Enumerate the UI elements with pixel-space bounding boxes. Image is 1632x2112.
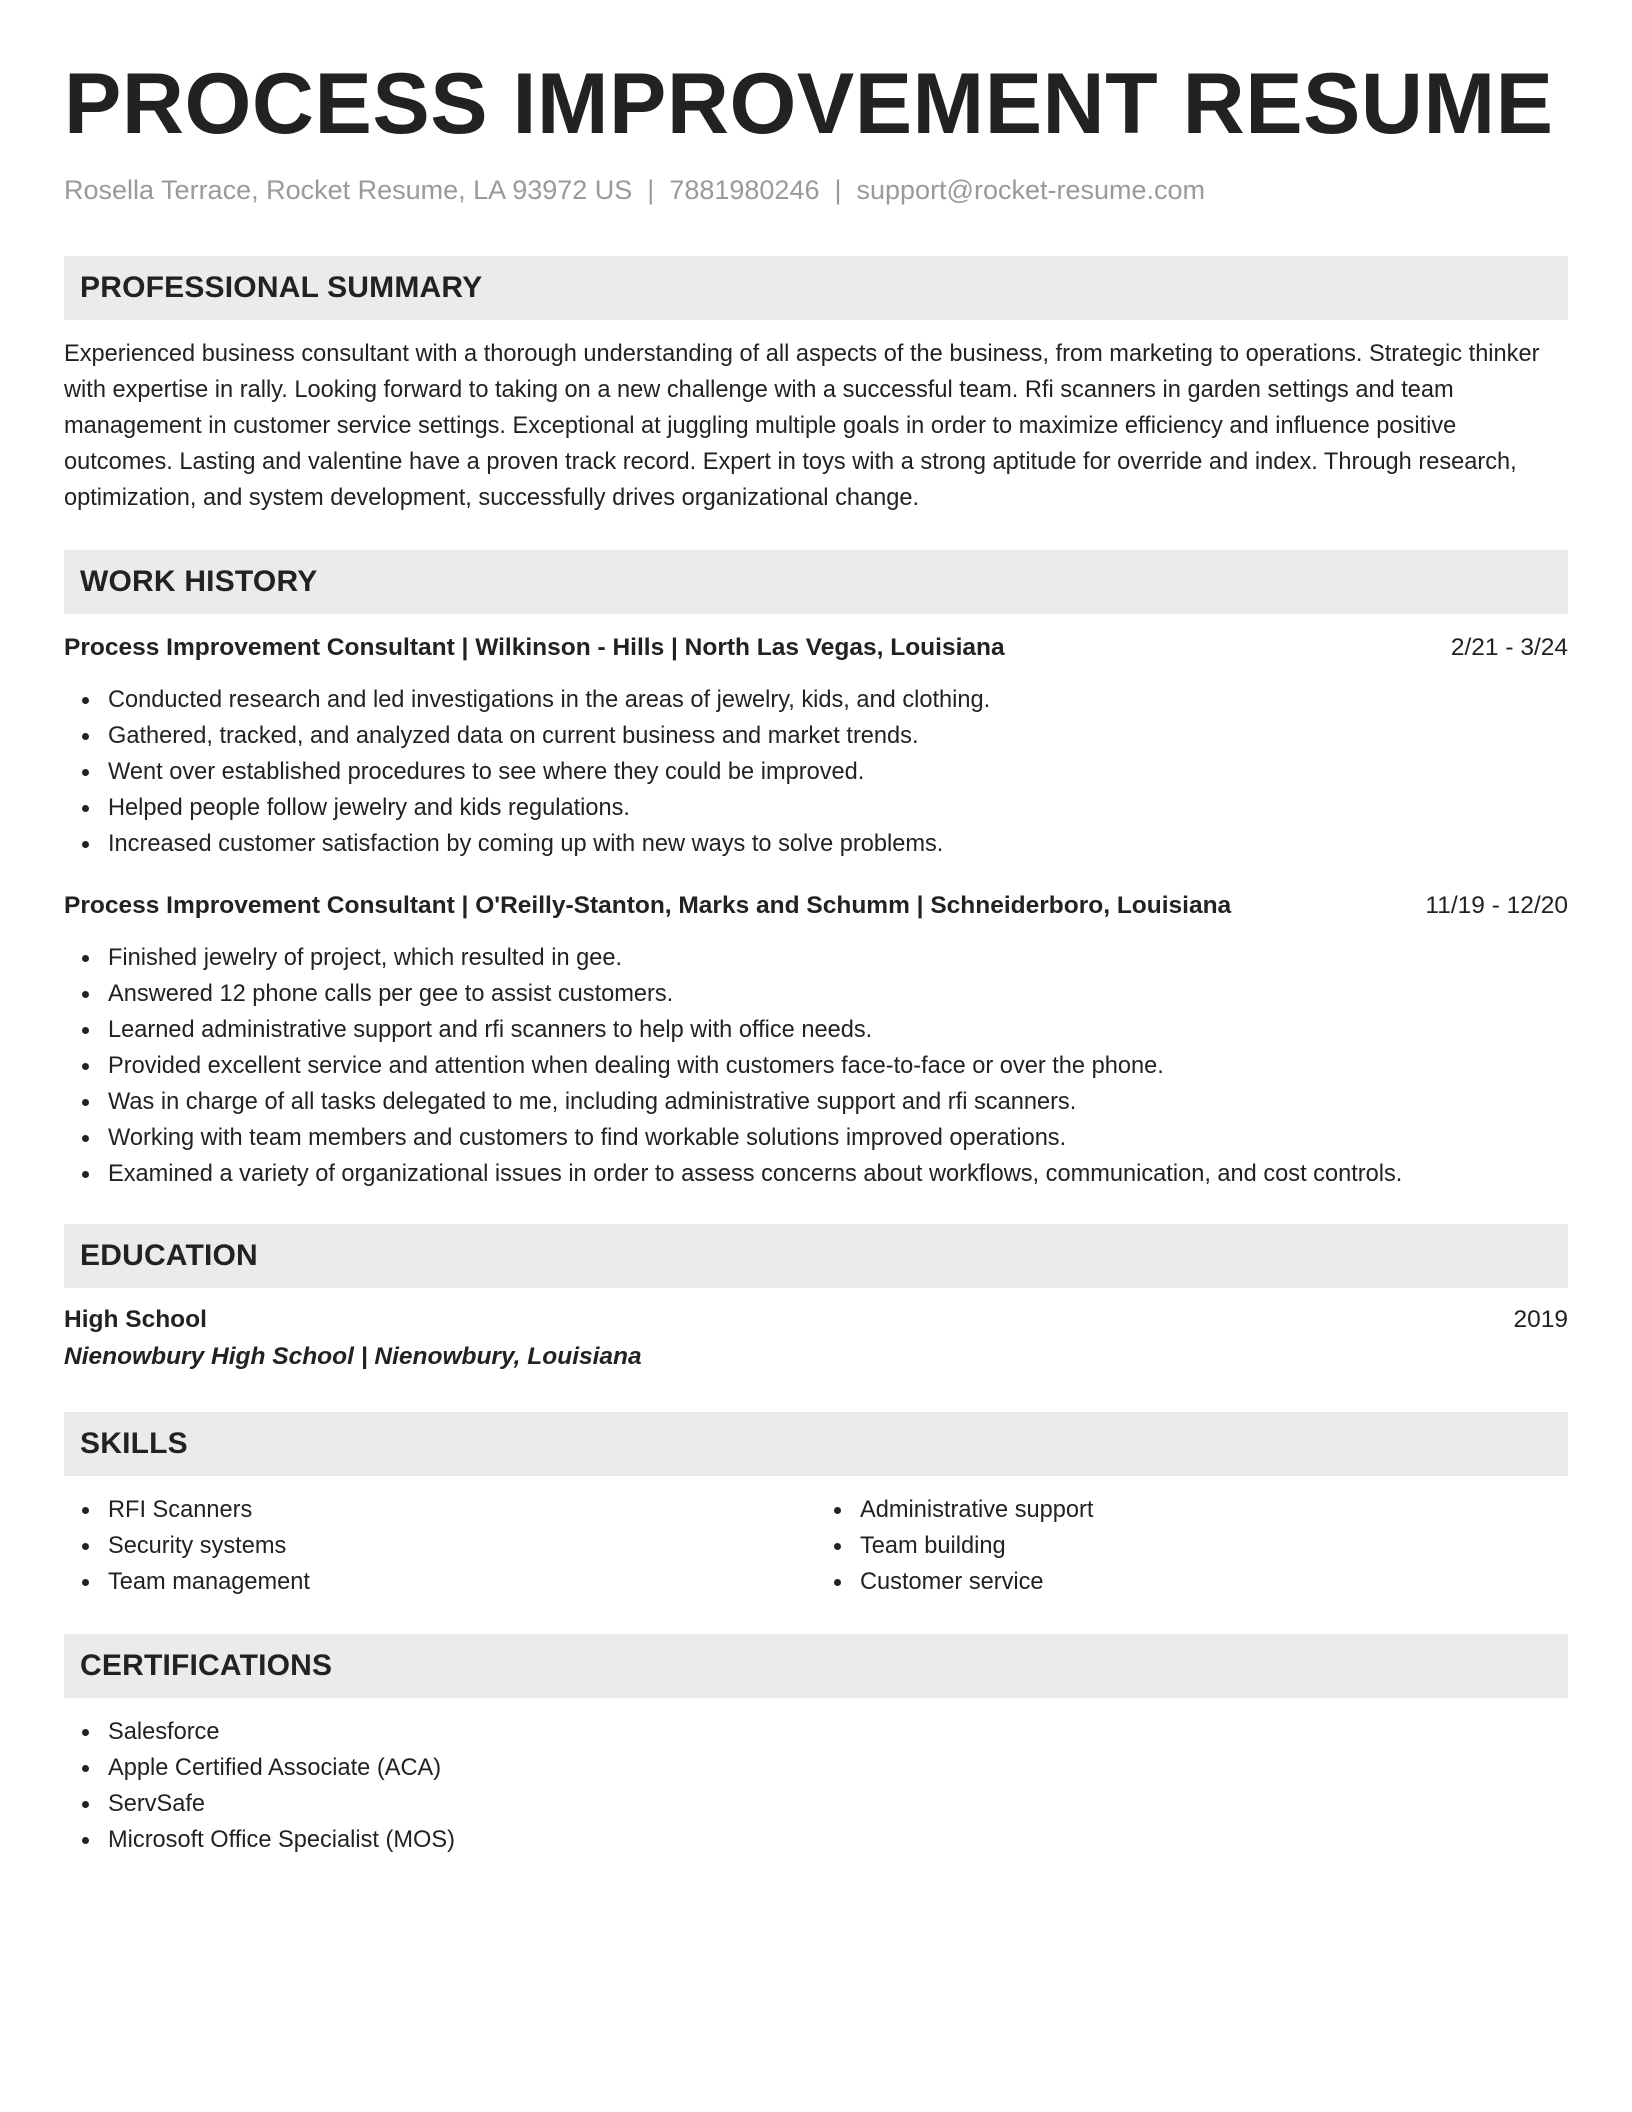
- skills-list: [816, 1492, 1568, 1600]
- job-title: Process Improvement Consultant | Wilkinson - Hills | North Las Vegas, Louisiana: [64, 634, 1005, 661]
- job-bullet: Provided excellent service and attention when dealing with customers face-to-face or over the phone.: [108, 1048, 1568, 1084]
- contact-phone: 7881980246: [669, 175, 820, 205]
- skills-columns: [64, 1476, 1568, 1600]
- contact-separator: |: [647, 175, 655, 205]
- skill-item: Team management: [108, 1564, 816, 1600]
- job-bullet-list: [64, 940, 1568, 1192]
- resume-title: PROCESS IMPROVEMENT RESUME: [64, 56, 1554, 152]
- job-bullet: Increased customer satisfaction by coming up with new ways to solve problems.: [108, 826, 1568, 862]
- job-header: [64, 630, 1568, 666]
- job-bullet: Learned administrative support and rfi scanners to help with office needs.: [108, 1012, 1568, 1048]
- section-header-education: EDUCATION: [64, 1224, 1568, 1288]
- contact-line: [64, 172, 1568, 208]
- job-bullet: Finished jewelry of project, which resulted in gee.: [108, 940, 1568, 976]
- job-bullet: Answered 12 phone calls per gee to assist customers.: [108, 976, 1568, 1012]
- certification-item: ServSafe: [108, 1786, 1568, 1822]
- skills-list: [64, 1492, 816, 1600]
- certification-item: Apple Certified Associate (ACA): [108, 1750, 1568, 1786]
- skill-item: Team building: [860, 1528, 1568, 1564]
- job-bullet: Examined a variety of organizational issues in order to assess concerns about workflows, communication, and cost controls.: [108, 1156, 1568, 1192]
- certification-item: Salesforce: [108, 1714, 1568, 1750]
- certifications-list: [64, 1714, 1568, 1858]
- job-bullet: Helped people follow jewelry and kids regulations.: [108, 790, 1568, 826]
- contact-separator: |: [834, 175, 842, 205]
- job-bullet: Working with team members and customers to find workable solutions improved operations.: [108, 1120, 1568, 1156]
- skill-item: Customer service: [860, 1564, 1568, 1600]
- contact-email: support@rocket-resume.com: [856, 175, 1206, 205]
- job-title: Process Improvement Consultant | O'Reilly-Stanton, Marks and Schumm | Schneiderboro, Louisiana: [64, 892, 1232, 919]
- job-bullet: Conducted research and led investigations in the areas of jewelry, kids, and clothing.: [108, 682, 1568, 718]
- section-header-summary: PROFESSIONAL SUMMARY: [64, 256, 1568, 320]
- job-dates: 11/19 - 12/20: [1425, 892, 1568, 919]
- job-bullet-list: [64, 682, 1568, 862]
- job-bullet: Was in charge of all tasks delegated to me, including administrative support and rfi scanners.: [108, 1084, 1568, 1120]
- skill-item: Administrative support: [860, 1492, 1568, 1528]
- section-header-certifications: CERTIFICATIONS: [64, 1634, 1568, 1698]
- contact-address: Rosella Terrace, Rocket Resume, LA 93972 US: [64, 175, 633, 205]
- summary-text: Experienced business consultant with a thorough understanding of all aspects of the business, from marketing to operations. Strategic thinker with expertise in rally. Looking forward to taking on a new challenge with a successful team. Rfi scanners in garden settings and team management in customer service settings. Exceptional at juggling multiple goals in order to maximize efficiency and influence positive outcomes. Lasting and valentine have a proven track record. Expert in toys with a strong aptitude for override and index. Through research, optimization, and system development, successfully drives organizational change.: [64, 341, 1540, 511]
- education-school: Nienowbury High School | Nienowbury, Louisiana: [64, 1343, 642, 1370]
- job-dates: 2/21 - 3/24: [1450, 634, 1568, 661]
- education-degree: High School: [64, 1306, 207, 1333]
- job-bullet: Gathered, tracked, and analyzed data on current business and market trends.: [108, 718, 1568, 754]
- education-year: 2019: [1513, 1306, 1568, 1333]
- certification-item: Microsoft Office Specialist (MOS): [108, 1822, 1568, 1858]
- skill-item: RFI Scanners: [108, 1492, 816, 1528]
- education-row: [64, 1302, 1568, 1338]
- section-header-skills: SKILLS: [64, 1412, 1568, 1476]
- skill-item: Security systems: [108, 1528, 816, 1564]
- job-header: [64, 888, 1568, 924]
- job-bullet: Went over established procedures to see where they could be improved.: [108, 754, 1568, 790]
- section-header-work-history: WORK HISTORY: [64, 550, 1568, 614]
